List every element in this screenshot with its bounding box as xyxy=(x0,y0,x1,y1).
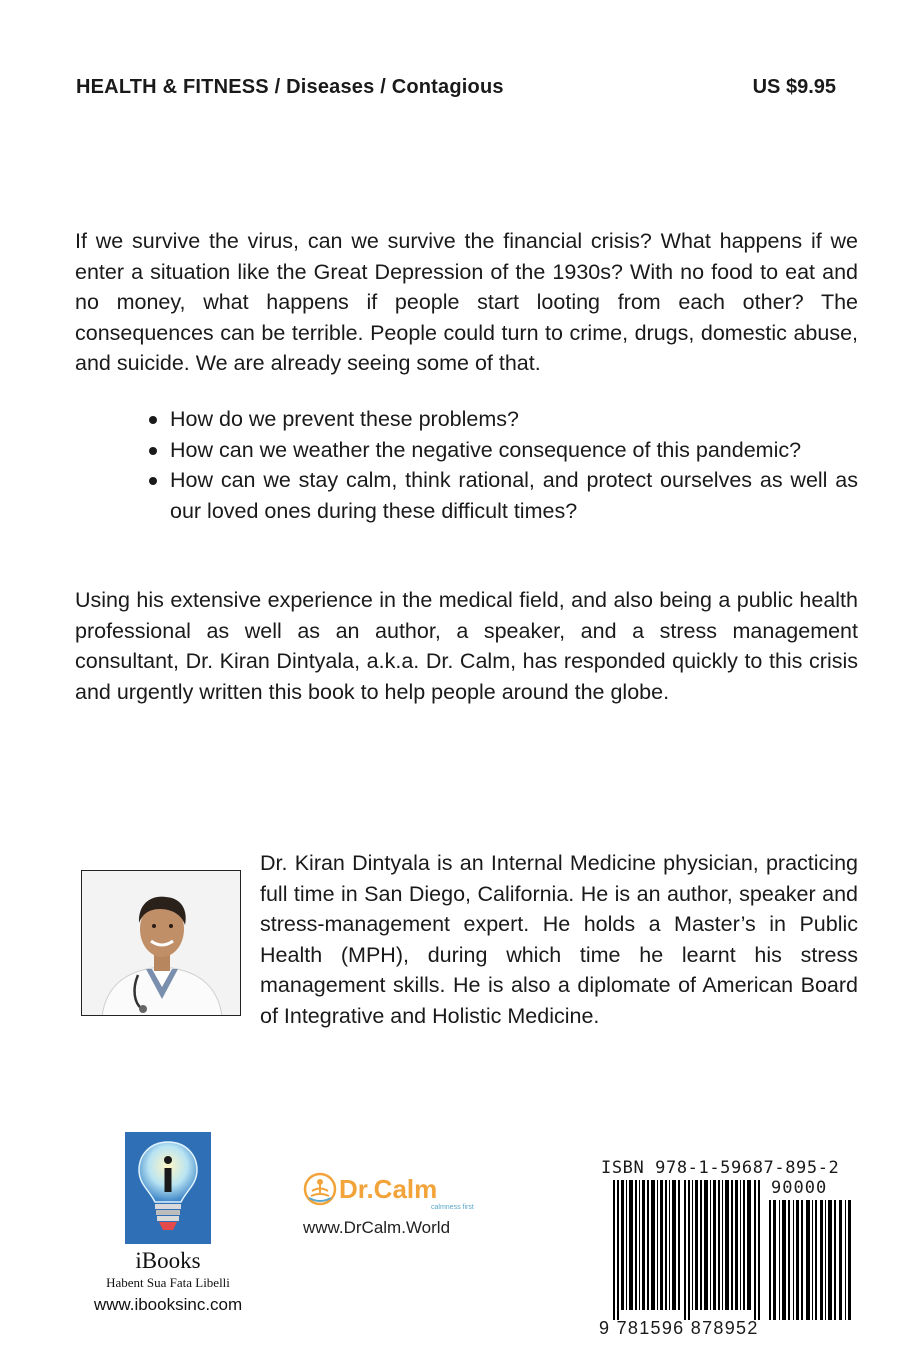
bullet-text: How can we stay calm, think rational, and protect ourselves as well as our loved ones during these difficult times? xyxy=(170,468,858,523)
addon-digits: 90000 xyxy=(771,1178,828,1198)
meditation-figure-icon xyxy=(303,1172,337,1206)
brand-url: www.DrCalm.World xyxy=(303,1218,451,1237)
bullet-item xyxy=(148,465,858,526)
bullet-list xyxy=(148,404,858,526)
brand-tagline: calmness first xyxy=(431,1204,474,1211)
author-bio: Dr. Kiran Dintyala is an Internal Medicine physician, practicing full time in San Diego, California. He is an author, speaker and stress-management expert. He holds a Master’s in Public Health (MPH), during which time he learnt his stress management skills. He is also a diplomate of American Board of Integrative and Holistic Medicine. xyxy=(260,851,858,1028)
publisher-block xyxy=(78,1132,258,1315)
bullet-dot xyxy=(149,416,157,424)
ean-digits: 9 781596 878952 xyxy=(599,1318,759,1338)
brand-block xyxy=(303,1168,483,1238)
author-portrait-icon xyxy=(82,871,241,1016)
bullet-dot xyxy=(149,447,157,455)
ean-barcode-icon xyxy=(613,1180,763,1320)
bullet-dot xyxy=(149,477,157,485)
barcode-block xyxy=(599,1158,857,1350)
publisher-name: iBooks xyxy=(135,1248,201,1273)
bullet-item xyxy=(148,435,858,466)
isbn-label: ISBN 978-1-59687-895-2 xyxy=(601,1158,840,1178)
publisher-motto: Habent Sua Fata Libelli xyxy=(106,1275,230,1290)
blurb-intro: If we survive the virus, can we survive the financial crisis? What happens if we enter a situation like the Great Depression of the 1930s? With no food to eat and no money, what happens if people start looting from each other? The consequences can be terrible. People could turn to crime, drugs, domestic abuse, and suicide. We are already seeing some of that. xyxy=(75,229,858,375)
bullet-text: How can we weather the negative consequence of this pandemic? xyxy=(170,437,802,462)
bullet-item xyxy=(148,404,858,435)
ibooks-lightbulb-icon xyxy=(125,1132,211,1244)
bullet-text: How do we prevent these problems? xyxy=(170,407,519,431)
category-label: HEALTH & FITNESS / Diseases / Contagious xyxy=(76,76,504,98)
publisher-url: www.ibooksinc.com xyxy=(93,1295,243,1314)
blurb-closing: Using his extensive experience in the medical field, and also being a public health professional as well as an author, a speaker, and a stress management consultant, Dr. Kiran Dintyala, a.k.a. Dr. Calm, has responded quickly to this crisis and urgently written this book to help people around the globe. xyxy=(75,588,858,704)
brand-name: Dr.Calm xyxy=(339,1173,438,1204)
price-label: US $9.95 xyxy=(752,76,836,98)
addon-barcode-icon xyxy=(769,1200,853,1320)
author-photo xyxy=(81,870,241,1016)
